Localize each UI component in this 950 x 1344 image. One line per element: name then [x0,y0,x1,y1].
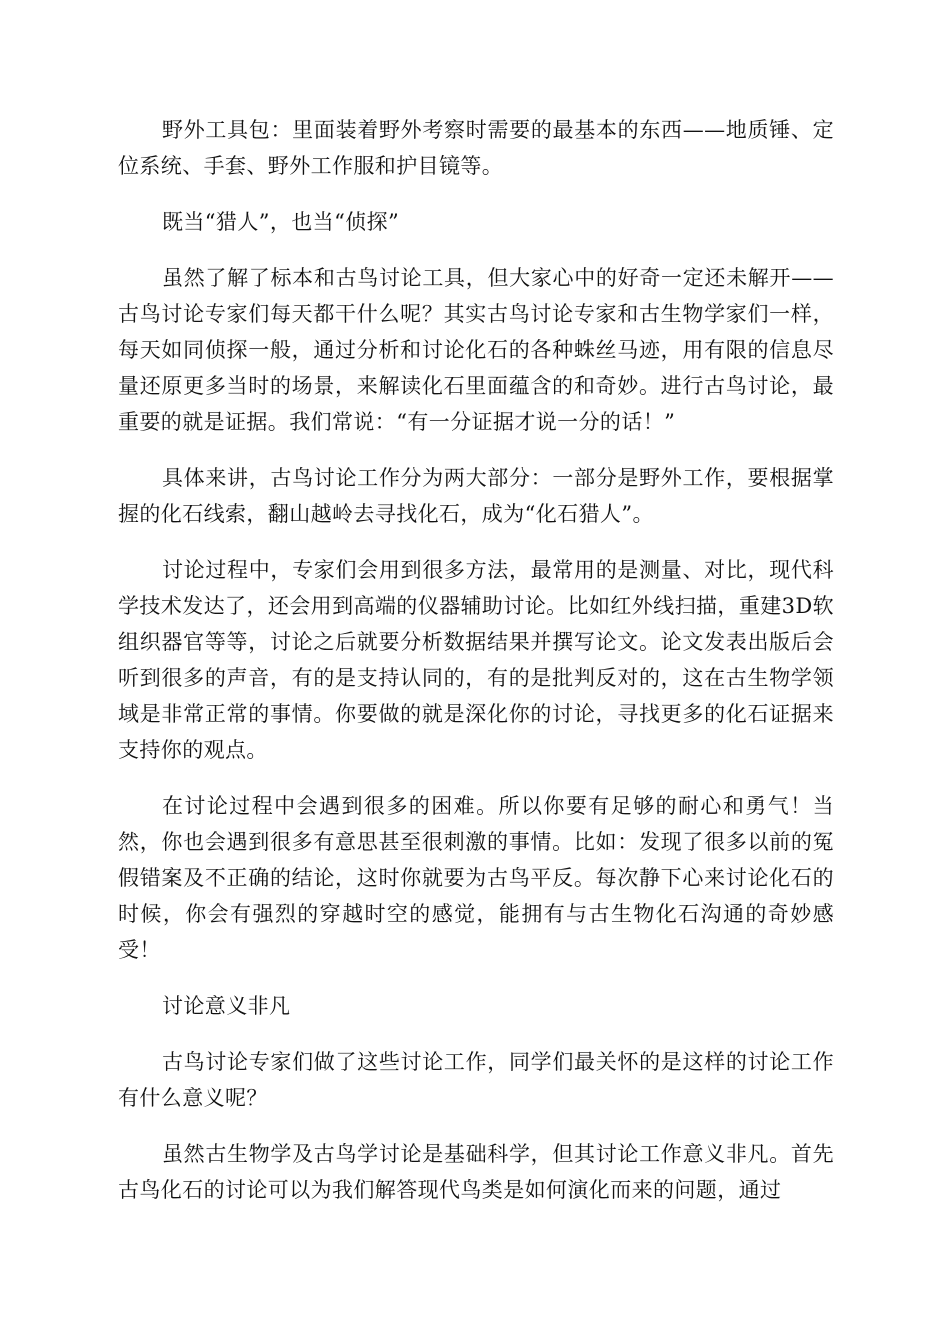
paragraph-methods: 讨论过程中，专家们会用到很多方法，最常用的是测量、对比，现代科学技术发达了，还会用到高端的仪器辅助讨论。比如红外线扫描，重建3D软组织器官等等，讨论之后就要分析数据结果并撰写论文。论文发表出版后会听到很多的声音，有的是支持认同的，有的是批判反对的，这在古生物学领域是非常正常的事情。你要做的就是深化你的讨论，寻找更多的化石证据来支持你的观点。 [118,558,834,762]
paragraph-two-parts: 具体来讲，古鸟讨论工作分为两大部分：一部分是野外工作，要根据掌握的化石线索，翻山越岭去寻找化石，成为“化石猎人”。 [118,466,834,526]
document-page [118,112,834,1228]
paragraph-basic-science: 虽然古生物学及古鸟学讨论是基础科学，但其讨论工作意义非凡。首先古鸟化石的讨论可以为我们解答现代鸟类是如何演化而来的问题，通过 [118,1142,834,1202]
paragraph-difficulties: 在讨论过程中会遇到很多的困难。所以你要有足够的耐心和勇气！当然，你也会遇到很多有意思甚至很刺激的事情。比如：发现了很多以前的冤假错案及不正确的结论，这时你就要为古鸟平反。每次静下心来讨论化石的时候，你会有强烈的穿越时空的感觉，能拥有与古生物化石沟通的奇妙感受！ [118,794,834,962]
paragraph-daily-work: 虽然了解了标本和古鸟讨论工具，但大家心中的好奇一定还未解开——古鸟讨论专家们每天都干什么呢？其实古鸟讨论专家和古生物学家们一样，每天如同侦探一般，通过分析和讨论化石的各种蛛丝马迹，用有限的信息尽量还原更多当时的场景，来解读化石里面蕴含的和奇妙。进行古鸟讨论，最重要的就是证据。我们常说：“有一分证据才说一分的话！” [118,266,834,434]
section-heading-significance: 讨论意义非凡 [162,994,291,1018]
paragraph-field-toolkit: 野外工具包：里面装着野外考察时需要的最基本的东西——地质锤、定位系统、手套、野外工作服和护目镜等。 [118,118,834,178]
paragraph-meaning-question: 古鸟讨论专家们做了这些讨论工作，同学们最关怀的是这样的讨论工作有什么意义呢？ [118,1050,834,1110]
section-heading-hunter-detective: 既当“猎人”，也当“侦探” [162,210,400,234]
